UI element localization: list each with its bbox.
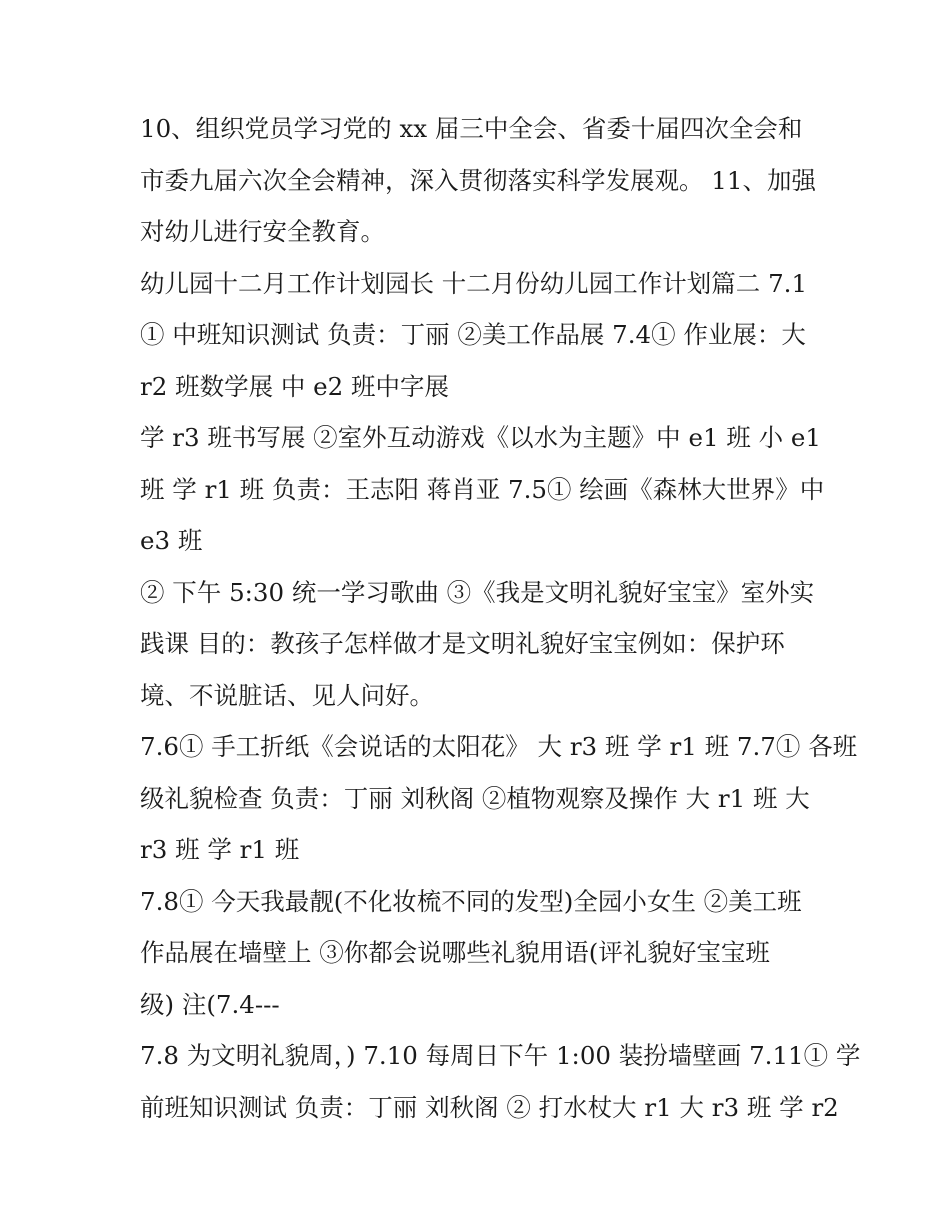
text-line-2: 市委九届六次全会精神，深入贯彻落实科学发展观。 11、加强 — [140, 165, 816, 195]
text-line-13: 7.6① 手工折纸《会说话的太阳花》 大 r3 班 学 r1 班 7.7① 各班 — [140, 732, 858, 761]
text-line-14: 级礼貌检查 负责：丁丽 刘秋阁 ②植物观察及操作 大 r1 班 大 — [140, 783, 810, 813]
text-line-3: 对幼儿进行安全教育。 — [140, 217, 385, 246]
text-line-5: ① 中班知识测试 负责：丁丽 ②美工作品展 7.4① 作业展：大 — [140, 320, 806, 349]
text-line-15: r3 班 学 r1 班 — [140, 835, 300, 864]
text-line-11: 践课 目的：教孩子怎样做才是文明礼貌好宝宝例如：保护环 — [140, 629, 785, 658]
text-line-8: 班 学 r1 班 负责：王志阳 蒋肖亚 7.5① 绘画《森林大世界》中 — [140, 474, 825, 504]
text-line-9: e3 班 — [140, 526, 203, 555]
text-line-1: 10、组织党员学习党的 xx 届三中全会、省委十届四次全会和 — [140, 114, 803, 143]
text-line-6: r2 班数学展 中 e2 班中字展 — [140, 371, 450, 401]
text-line-7: 学 r3 班书写展 ②室外互动游戏《以水为主题》中 e1 班 小 e1 — [140, 423, 821, 452]
text-line-12: 境、不说脏话、见人问好。 — [140, 680, 434, 710]
text-line-18: 级) 注(7.4--- — [140, 989, 280, 1019]
document-body — [140, 103, 861, 1133]
text-line-16: 7.8① 今天我最靓(不化妆梳不同的发型)全园小女生 ②美工班 — [140, 886, 802, 916]
text-line-4: 幼儿园十二月工作计划园长 十二月份幼儿园工作计划篇二 7.1 — [140, 268, 808, 298]
text-line-20: 前班知识测试 负责：丁丽 刘秋阁 ② 打水杖大 r1 大 r3 班 学 r2 — [140, 1092, 839, 1122]
text-line-10: ② 下午 5:30 统一学习歌曲 ③《我是文明礼貌好宝宝》室外实 — [140, 577, 815, 607]
text-line-17: 作品展在墙壁上 ③你都会说哪些礼貌用语(评礼貌好宝宝班 — [140, 938, 770, 967]
text-line-19: 7.8 为文明礼貌周，) 7.10 每周日下午 1:00 装扮墙壁画 7.11① 学 — [140, 1041, 861, 1070]
